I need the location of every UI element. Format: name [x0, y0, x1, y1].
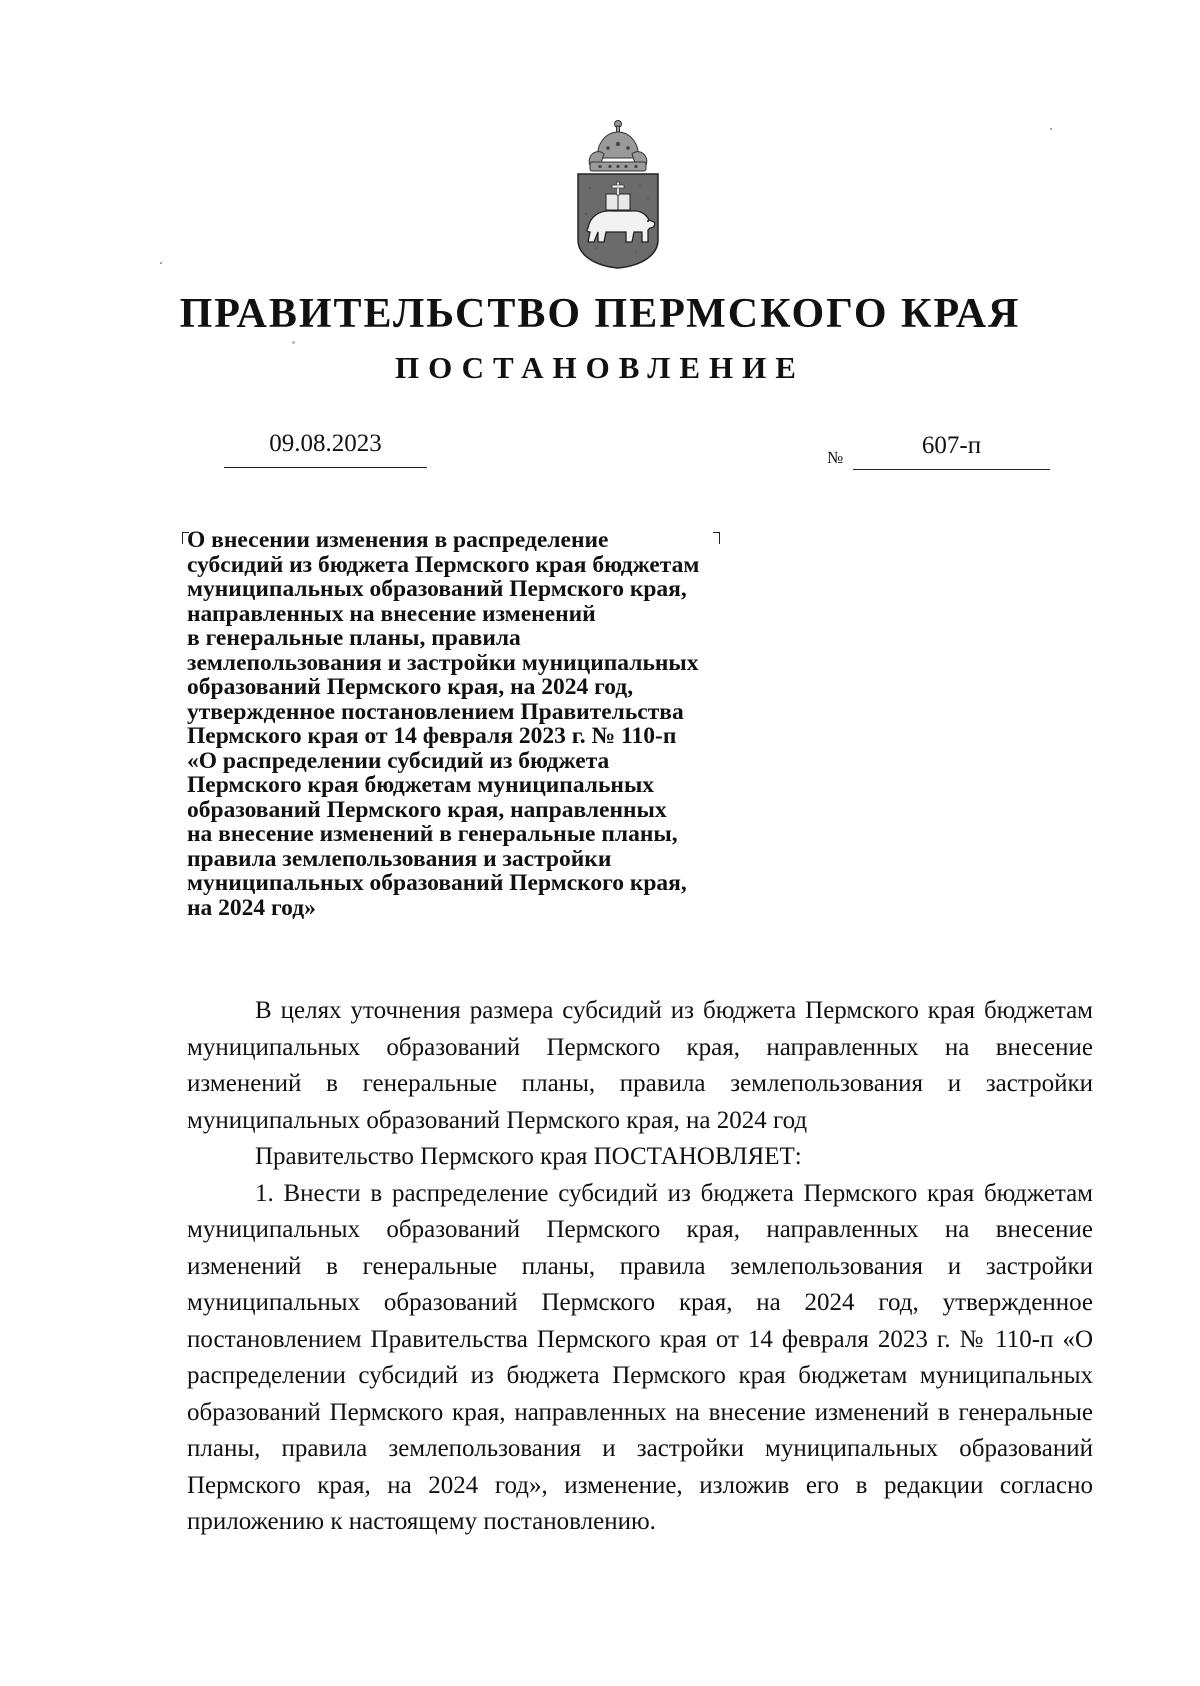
document-type: ПОСТАНОВЛЕНИЕ	[395, 350, 805, 385]
coat-of-arms-icon	[570, 118, 666, 270]
document-date: 09.08.2023	[224, 427, 427, 468]
subject-line: О внесении изменения в распределение	[187, 527, 609, 553]
subject-line: землепользования и застройки муниципальных	[187, 649, 699, 676]
subject-line: направленных на внесение изменений	[187, 600, 596, 627]
subject-line: Пермского края от 14 февраля 2023 г. № 110-п	[187, 723, 677, 749]
scan-speck	[292, 341, 295, 344]
subject-line: «О распределении субсидий из бюджета	[187, 747, 610, 774]
number-label: №	[827, 448, 844, 467]
subject-line: субсидий из бюджета Пермского края бюджетам	[187, 551, 700, 578]
subject-line: правила землепользования и застройки	[187, 845, 612, 872]
clause-1-paragraph: 1. Внести в распределение субсидий из бюджета Пермского края бюджетам муниципальных образований Пермского края, направленных на внесение изменений в генеральные планы, правила землепользования и застройки муниципальных образований Пермского края, на 2024 год, утвержденное постановлением Правительства Пермского края от 14 февраля 2023 г. № 110-п «О распределении субсидий из бюджета Пермского края бюджетам муниципальных образований Пермского края, направленных на внесение изменений в генеральные планы, правила землепользования и застройки муниципальных образований Пермского края, на 2024 год», изменение, изложив его в редакции согласно приложению к настоящему постановлению.	[187, 1179, 1093, 1535]
subject-line: в генеральные планы, правила	[187, 625, 521, 651]
subject-line: утвержденное постановлением Правительства	[187, 698, 684, 725]
subject-line: на внесение изменений в генеральные планы,	[187, 821, 678, 847]
document-body	[187, 993, 1093, 1541]
scan-speck	[160, 262, 162, 264]
preamble-paragraph: В целях уточнения размера субсидий из бюджета Пермского края бюджетам муниципальных образований Пермского края, направленных на внесение изменений в генеральные планы, правила землепользования и застройки муниципальных образований Пермского края, на 2024 год	[187, 997, 1093, 1134]
government-title: ПРАВИТЕЛЬСТВО ПЕРМСКОГО КРАЯ	[179, 291, 1021, 337]
subject-line: муниципальных образований Пермского края,	[187, 870, 687, 896]
scan-speck	[1050, 128, 1052, 130]
subject-line: на 2024 год»	[187, 894, 316, 921]
document-number: 607-п	[853, 429, 1050, 470]
resolution-paragraph: Правительство Пермского края ПОСТАНОВЛЯЕТ:	[255, 1143, 802, 1170]
subject-line: образований Пермского края, направленных	[187, 796, 667, 823]
subject-line: образований Пермского края, на 2024 год,	[187, 674, 634, 700]
document-subject	[187, 528, 827, 920]
subject-line: Пермского края бюджетам муниципальных	[187, 772, 655, 798]
subject-line: муниципальных образований Пермского края,	[187, 576, 687, 602]
